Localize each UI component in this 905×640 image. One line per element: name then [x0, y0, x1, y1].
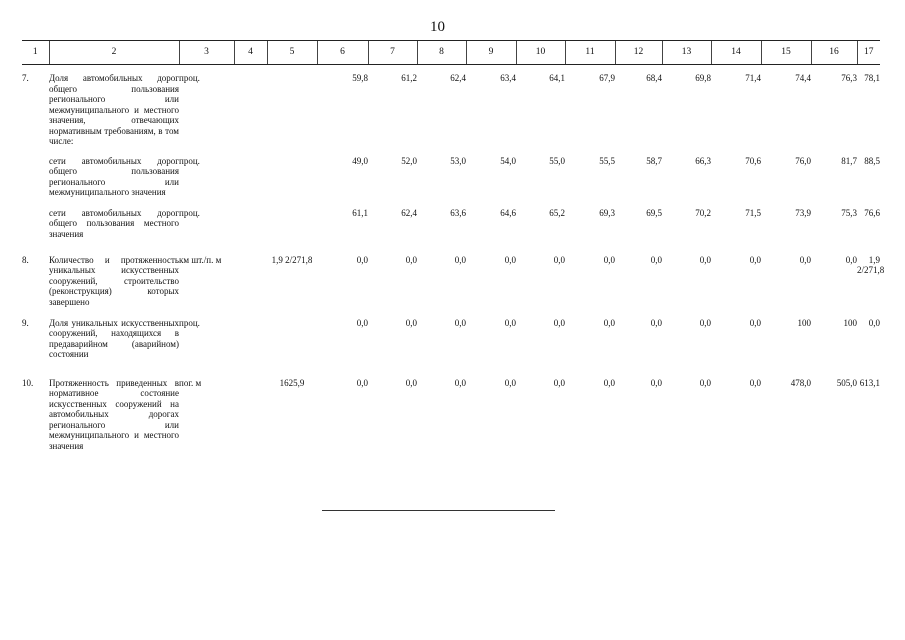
value-cell: 73,9 [795, 207, 811, 218]
unit-cell: проц. [179, 155, 200, 166]
value-cell: 0,0 [356, 377, 368, 388]
value-cell: 0,0 [650, 254, 662, 265]
value-cell: 59,8 [352, 73, 368, 83]
value-cell: 0,0 [356, 317, 368, 328]
value-cell: 76,3 [841, 73, 857, 83]
value-cell: 88,5 [864, 155, 880, 166]
value-cell: 0,0 [603, 377, 615, 388]
value-cell: 0,0 [454, 254, 466, 265]
value-cell: 58,7 [646, 155, 662, 166]
empty-cell [234, 375, 267, 455]
table-row [22, 148, 880, 204]
column-header: 3 [179, 41, 234, 65]
value-cell: 64,1 [549, 73, 565, 83]
value-cell: 61,1 [352, 207, 368, 218]
empty-cell [234, 204, 267, 251]
value-cell: 0,0 [650, 317, 662, 328]
column-header: 12 [615, 41, 662, 65]
unit-cell: проц. [179, 317, 200, 328]
value-cell: 75,3 [841, 207, 857, 218]
unit-cell: км шт./п. м [179, 254, 222, 265]
value-cell: 64,6 [500, 207, 516, 218]
value-cell: 70,6 [745, 155, 761, 166]
column-header: 8 [417, 41, 466, 65]
column-header: 4 [234, 41, 267, 65]
value-cell: 505,0 [836, 377, 857, 388]
unit-cell: проц. [179, 207, 200, 218]
value-cell: 62,4 [450, 73, 466, 83]
empty-cell [234, 65, 267, 148]
value-cell: 65,2 [549, 207, 565, 218]
value-cell: 0,0 [356, 254, 368, 265]
value-cell: 0,0 [553, 317, 565, 328]
value-cell: 0,0 [405, 317, 417, 328]
value-cell: 0,0 [868, 317, 880, 328]
column-header: 11 [565, 41, 615, 65]
column-header: 10 [516, 41, 565, 65]
value-cell: 0,0 [504, 377, 516, 388]
value-cell: 0,0 [650, 377, 662, 388]
empty-cell [234, 148, 267, 204]
value-cell: 0,0 [603, 254, 615, 265]
value-cell: 69,5 [646, 207, 662, 218]
value-cell: 49,0 [352, 155, 368, 166]
value-cell: 54,0 [500, 155, 516, 166]
base-value-cell: 1625,9 [279, 377, 305, 388]
value-cell: 62,4 [401, 207, 417, 218]
value-cell: 76,6 [864, 207, 880, 218]
row-number: 10. [22, 377, 34, 388]
table-row [22, 251, 880, 315]
base-value-cell [267, 148, 317, 204]
value-cell: 0,0 [749, 377, 761, 388]
value-cell: 0,0 [504, 317, 516, 328]
value-cell: 63,4 [500, 73, 516, 83]
table-row [22, 315, 880, 375]
column-header: 16 [811, 41, 857, 65]
value-cell: 0,0 [553, 377, 565, 388]
value-cell: 0,0 [699, 377, 711, 388]
value-cell: 68,4 [646, 73, 662, 83]
row-number [22, 148, 49, 204]
page-number: 10 [430, 19, 445, 35]
value-cell: 0,0 [405, 254, 417, 265]
value-cell: 0,0 [504, 254, 516, 265]
empty-cell [234, 315, 267, 375]
value-cell: 53,0 [450, 155, 466, 166]
value-cell: 81,7 [841, 155, 857, 166]
column-header: 5 [267, 41, 317, 65]
indicator-table [22, 40, 885, 455]
column-header: 1 [22, 41, 49, 65]
column-header: 6 [317, 41, 368, 65]
indicator-name: Количество и протяженность уникальных искусственных сооружений, строительство (реконструкция) которых завершено [49, 254, 179, 307]
indicator-name: Протяженность приведенных в нормативное состояние искусственных сооружений на автомобильных дорогах регионального или межмуниципального и местного значения [49, 377, 179, 451]
base-value-cell [267, 65, 317, 148]
base-value-cell: 1,9 2/271,8 [271, 254, 313, 265]
value-cell: 63,6 [450, 207, 466, 218]
row-number: 7. [22, 73, 29, 83]
value-cell: 613,1 [859, 377, 880, 388]
value-cell: 0,0 [799, 254, 811, 265]
value-cell: 0,0 [699, 317, 711, 328]
value-cell: 100 [797, 317, 811, 328]
value-cell: 74,4 [795, 73, 811, 83]
value-cell: 100 [843, 317, 857, 328]
value-cell: 55,5 [599, 155, 615, 166]
value-cell: 0,0 [749, 317, 761, 328]
value-cell: 67,9 [599, 73, 615, 83]
column-header: 2 [49, 41, 179, 65]
value-cell: 61,2 [401, 73, 417, 83]
header-row [22, 41, 880, 65]
base-value-cell [267, 315, 317, 375]
table-row [22, 375, 880, 455]
value-cell: 0,0 [454, 377, 466, 388]
value-cell: 0,0 [553, 254, 565, 265]
value-cell: 76,0 [795, 155, 811, 166]
value-cell: 71,4 [745, 73, 761, 83]
unit-cell: пог. м [179, 377, 202, 388]
indicator-name: сети автомобильных дорог общего пользования местного значения [49, 207, 179, 239]
base-value-cell [267, 204, 317, 251]
column-header: 9 [466, 41, 516, 65]
value-cell: 0,0 [603, 317, 615, 328]
unit-cell: проц. [179, 73, 200, 83]
value-cell: 70,2 [695, 207, 711, 218]
empty-cell [234, 251, 267, 315]
indicator-name: сети автомобильных дорог общего пользования регионального или межмуниципального значения [49, 155, 179, 197]
value-cell: 0,0 [845, 254, 857, 265]
row-number: 8. [22, 254, 29, 265]
value-cell: 0,0 [405, 377, 417, 388]
indicator-name: Доля уникальных искусственных сооружений, находящихся в предаварийном (аварийном) состоянии [49, 317, 179, 359]
row-number: 9. [22, 317, 29, 328]
value-cell: 55,0 [549, 155, 565, 166]
value-cell: 69,3 [599, 207, 615, 218]
column-header: 15 [761, 41, 811, 65]
value-cell: 0,0 [749, 254, 761, 265]
table-row [22, 204, 880, 251]
value-cell: 1,9 2/271,8 [857, 254, 885, 275]
column-header: 13 [662, 41, 711, 65]
table-row [22, 65, 880, 148]
value-cell: 78,1 [864, 73, 880, 83]
value-cell: 0,0 [699, 254, 711, 265]
column-header: 7 [368, 41, 417, 65]
value-cell: 0,0 [454, 317, 466, 328]
column-header: 14 [711, 41, 761, 65]
value-cell: 71,5 [745, 207, 761, 218]
indicator-name: Доля автомобильных дорог общего пользования регионального или межмуниципального и местного значения, отвечающих нормативным требованиям, в том числе: [49, 73, 179, 146]
value-cell: 69,8 [695, 73, 711, 83]
value-cell: 66,3 [695, 155, 711, 166]
column-header: 17 [857, 41, 880, 65]
row-number [22, 204, 49, 251]
value-cell: 52,0 [401, 155, 417, 166]
value-cell: 478,0 [790, 377, 811, 388]
closing-line [322, 510, 555, 511]
